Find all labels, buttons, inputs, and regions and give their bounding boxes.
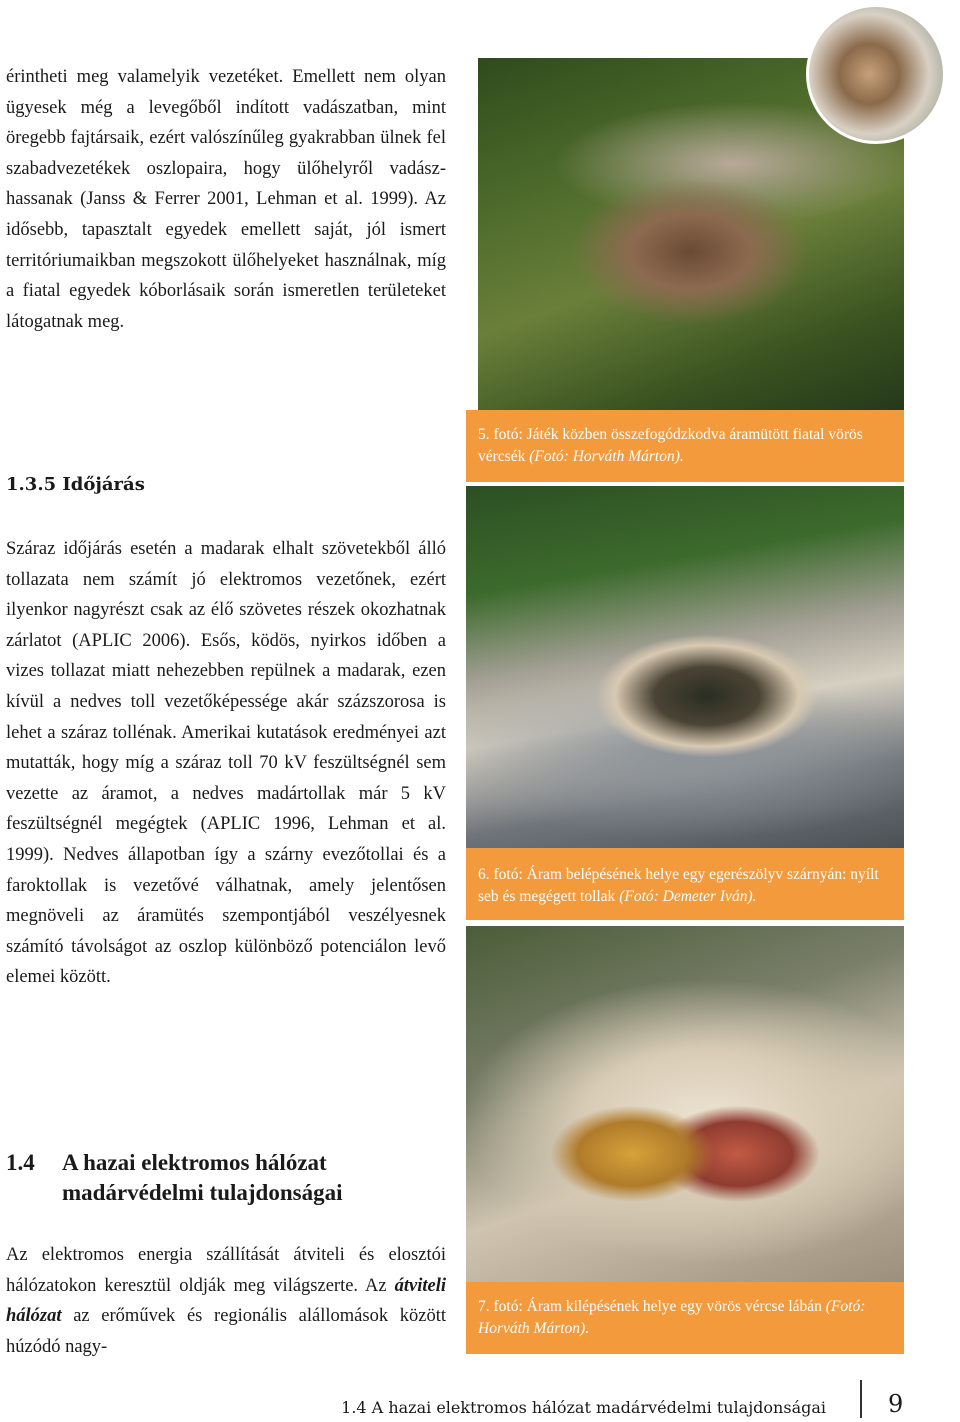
photo-inset-talons: [806, 4, 946, 144]
footer-running-title: 1.4 A hazai elektromos hálózat madárvédelmi tulajdonságai: [341, 1398, 826, 1417]
photo-kestrel-foot: [466, 926, 904, 1282]
section-heading: [6, 1148, 456, 1208]
caption-7-text: 7. fotó: Áram kilépésének helye egy vörös vércse lábán: [478, 1298, 826, 1315]
paragraph3-emphasis: átviteli hálózat: [6, 1275, 446, 1327]
subheading-weather: 1.3.5 Időjárás: [6, 474, 145, 495]
caption-photo-7: [466, 1282, 904, 1354]
caption-photo-6: [466, 848, 904, 920]
page-number: 9: [888, 1390, 904, 1418]
paragraph3-text-b: az erőművek és regionális alállomások között húzódó nagy-: [6, 1306, 446, 1357]
caption-6-text: 6. fotó: Áram belépésének helye egy egerészölyv szárnyán: nyílt seb és megégett tollak: [478, 866, 879, 905]
section-title: A hazai elektromos hálózat madárvédelmi tulajdonságai: [62, 1150, 343, 1205]
caption-6-credit: (Fotó: Demeter Iván).: [619, 888, 757, 905]
body-paragraph-1: érintheti meg valamelyik vezetéket. Emellett nem olyan ügyesek még a levegőből indított vadászatban, mint öregebb fajtársaik, ezért valószínűleg gyakrabban ülnek fel szabadvezetékek oszlopaira, hogy ülőhelyről vadászhassanak (Janss & Ferrer 2001, Lehman et al. 1999). Az idősebb, tapasztalt egyedek emellett saját, jól ismert territóriumaikban megszokott ülőhelyeket használnak, míg a fiatal egyedek kóborlásaik során ismeretlen területeket látogatnak meg.: [6, 67, 446, 332]
caption-5-credit: (Fotó: Horváth Márton).: [529, 448, 684, 465]
photo-buzzard-wing-wound: [466, 486, 904, 848]
footer-divider: [860, 1380, 862, 1418]
caption-photo-5: [466, 410, 904, 482]
section-number: 1.4: [6, 1150, 35, 1175]
caption-7-credit: (Fotó: Horváth Márton).: [478, 1298, 866, 1337]
paragraph3-text-a: Az elektromos energia szállítását átviteli és elosztói hálózatokon keresztül oldják meg világszerte. Az: [6, 1245, 446, 1296]
body-paragraph-3: [6, 1240, 446, 1362]
body-paragraph-2: Száraz időjárás esetén a madarak elhalt szövetekből álló tollazata nem számít jó elektromos vezetőnek, ezért ilyenkor nagyrészt csak az élő szövetes részek okozhatnak zárlatot (APLIC 2006). Esős, ködös, nyirkos időben a vizes tollazat miatt nehezebben repülnek a madarak, ezen kívül a nedves toll vezetőképessége akár százszorosa is lehet a száraz tollénak. Amerikai kutatások eredményei azt mutatták, hogy míg a száraz toll 70 kV feszültségnél sem vezette az áramot, a nedves madártollak már 5 kV feszültségnél megégtek (APLIC 1996, Lehman et al. 1999). Nedves állapotban így a szárny evezőtollai és a faroktollak is vezetővé válhatnak, amely jelentősen megnöveli az áramütés szempontjából veszélyesnek számító távolságot az oszlop különböző potenciálon levő elemei között.: [6, 539, 446, 988]
caption-5-text: 5. fotó: Játék közben összefogódzkodva áramütött fiatal vörös vércsék: [478, 426, 863, 465]
